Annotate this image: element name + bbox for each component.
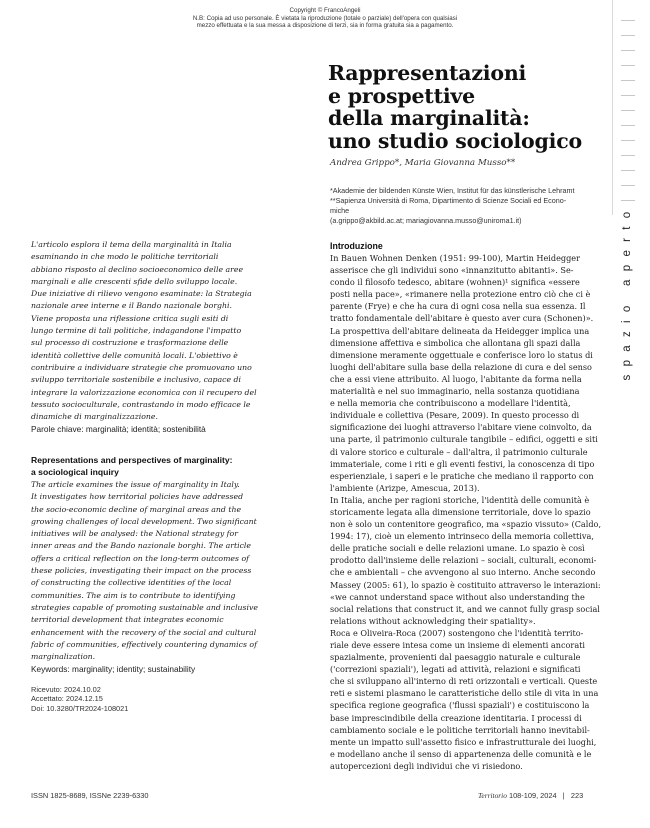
journal-info (478, 791, 583, 800)
abstract-line: The article examines the issue of marginality in Italy. (31, 480, 240, 489)
received-date: Ricevuto: 2024.10.02 (31, 685, 101, 694)
body-line: che e ambientali – che avvengono al suo interno. Anche secondo (330, 567, 596, 578)
english-title (31, 455, 303, 478)
accepted-date: Accettato: 2024.12.15 (31, 694, 103, 704)
body-line: social relations that construct it, and we cannot fully grasp social (330, 603, 600, 614)
abstract-line: of constructing the collective identities of the local (31, 578, 232, 588)
notice-line-1: N.B: Copia ad uso personale. È vietata la riproduzione (totale o parziale) dell'opera con qualsiasi (192, 14, 458, 22)
body-line: reti e sistemi plasmano le caratteristiche dello stile di vita in una (330, 688, 599, 699)
body-line: condo il filosofo tedesco, abitare (wohnen)¹ significa «essere (330, 277, 580, 288)
body-line: relations without acknowledging their spatiality». (330, 615, 536, 626)
body-line: immateriale, come i riti e gli eventi festivi, la conoscenza di tipo (330, 458, 595, 469)
body-line: In Bauen Wohnen Denken (1951: 99-100), Martin Heidegger (330, 253, 580, 263)
english-title-line: a sociological inquiry (31, 466, 119, 477)
abstract-line: these policies, investigating their impact on the process (31, 566, 252, 576)
body-line: tratto fondamentale dell'abitare è questo aver cura (Schonen)». (330, 313, 594, 324)
abstract-italian (31, 239, 303, 436)
body-line: parente (Frye) e che ha cura di ogni cosa nella sua essenza. Il (330, 301, 586, 312)
body-line: specifica regione geografica ('flussi spaziali') e costituiscono la (330, 700, 590, 711)
body-line: che a essi viene attribuito. Al luogo, l'abitante da forma nella (330, 373, 582, 384)
affiliation-line: (a.grippo@akbild.ac.at; mariagiovanna.musso@uniroma1.it) (330, 216, 522, 225)
notice-line-2: mezzo effettuata e la sua messa a disposizione di terzi, sia in forma gratuita sia a pagamento. (196, 22, 454, 30)
abstract-line: initiatives will be analysed: the National strategy for (31, 529, 238, 539)
section-divider (612, 0, 613, 215)
page-number: 223 (570, 791, 584, 800)
abstract-line: territorial development that integrates economic (31, 615, 224, 625)
affiliation-line: **Sapienza Università di Roma, Dipartimento di Scienze Sociali ed Econo- (330, 196, 567, 205)
title-line: Rappresentazioni (328, 61, 527, 85)
body-line: dimensione affettiva e simbolica che allontana gli spazi dalla (330, 337, 581, 348)
body-line: asserisce che gli individui sono «innanzitutto abitanti». Se- (330, 265, 574, 276)
body-line: luoghi dell'abitare sulla base della relazione di cura e del senso (330, 361, 592, 372)
submission-info (31, 685, 128, 713)
abstract-line: Due iniziative di rilievo vengono esaminate: la Strategia (31, 289, 252, 299)
title-line: della marginalità: (328, 106, 530, 130)
affiliation-line: *Akademie der bildenden Künste Wien, Institut für das künstlerische Lehramt (330, 186, 575, 195)
body-line: l'ambiente (Arizpe, Amescua, 2013). (330, 482, 480, 493)
body-line: prodotto dall'insieme delle relazioni – sociali, culturali, economi- (330, 555, 597, 566)
affiliations (330, 186, 598, 226)
article-title (328, 61, 582, 153)
body-line: storicamente legata alla dimensione territoriale, dove lo spazio (330, 506, 591, 517)
abstract-line: marginali e alle crescenti sfide dello sviluppo locale. (31, 276, 238, 286)
abstract-english (31, 479, 303, 676)
body-text (330, 252, 602, 772)
keywords-italian: Parole chiave: marginalità; identità; sostenibilità (31, 424, 206, 435)
body-line: significazione dei luoghi attraverso l'abitare viene coinvolto, da (330, 422, 592, 433)
body-line: e nella memoria che contribuiscono a modellare l'identità, (330, 398, 571, 409)
abstract-line: identità collettive delle comunità locali. L'obiettivo è (31, 350, 238, 360)
body-line: che si sviluppano all'interno di reti orizzontali e verticali. Queste (330, 676, 598, 687)
section-label-band (614, 0, 640, 381)
body-line: 1994: 17), cioè un elemento intrinseco della memoria collettiva, (330, 531, 594, 542)
body-line: dimensione meramente oggettuale e conferisce loro lo status di (330, 349, 593, 360)
abstract-line: abbiano risposto al declino socioeconomico delle aree (31, 264, 244, 274)
abstract-line: nazionale aree interne e il Bando nazionale borghi. (31, 301, 232, 311)
abstract-line: integrare la valorizzazione economica con il recupero del (31, 387, 257, 397)
body-line: autopercezioni degli individui che vi risiedono. (330, 760, 523, 771)
body-line: non è solo un contenitore geografico, ma «spazio vissuto» (Caldo, (330, 519, 602, 530)
body-line: esperienziale, i saperi e le pratiche che mediano il rapporto con (330, 470, 594, 481)
body-line: cambiamento sociale e le politiche territoriali hanno inevitabil- (330, 724, 590, 735)
keywords-english: Keywords: marginality; identity; sustainability (31, 664, 196, 675)
section-label: spazio aperto (621, 203, 633, 381)
abstract-line: fabric of communities, effectively countering dynamics of (31, 639, 257, 649)
abstract-line: enhancement with the recovery of the social and cultural (31, 627, 257, 637)
abstract-line: sviluppo territoriale sostenibile e inclusivo, capace di (31, 375, 241, 385)
body-line: delle pratiche sociali e delle relazioni umane. Lo spazio è così (330, 543, 585, 554)
abstract-line: esaminando in che modo le politiche territoriali (31, 252, 219, 262)
footer-separator: | (562, 791, 565, 800)
body-line: una parte, il patrimonio culturale tangibile – edifici, oggetti e siti (330, 434, 598, 445)
body-line: Massey (2005: 61), lo spazio è costituito attraverso le interazioni: (330, 579, 601, 590)
abstract-line: dinamiche di marginalizzazione. (31, 412, 158, 422)
abstract-line: strategies capable of promoting sustainable and inclusive (31, 602, 258, 612)
abstract-line: contribuire a individuare strategie che promuovano uno (31, 362, 252, 372)
doi: Doi: 10.3280/TR2024-108021 (31, 703, 129, 713)
authors: Andrea Grippo*, Maria Giovanna Musso** (330, 158, 516, 168)
abstract-line: L'articolo esplora il tema della marginalità in Italia (31, 240, 232, 249)
abstract-line: communities. The aim is to contribute to identifying (31, 590, 236, 600)
abstract-line: sul processo di costruzione e trasformazione delle (31, 338, 229, 348)
affiliation-line: miche (330, 206, 350, 215)
body-line: La prospettiva dell'abitare delineata da Heidegger implica una (330, 325, 590, 336)
journal-name: Territorio (478, 791, 507, 800)
abstract-line: Viene proposta una riflessione critica sugli esiti di (31, 313, 229, 323)
body-line: Roca e Oliveira-Roca (2007) sostengono che l'identità territo- (330, 627, 584, 638)
body-line: mente un impatto sull'assetto fisico e infrastrutturale dei luoghi, (330, 736, 597, 747)
body-line: riale deve essere intesa come un insieme di elementi ancorati (330, 640, 586, 650)
body-line: posti nella pace», «rimanere nella protezione entro ciò che ci è (330, 289, 591, 300)
title-line: uno studio sociologico (328, 128, 582, 153)
copyright-notice (0, 7, 650, 30)
abstract-line: growing challenges of local development. Two significant (31, 516, 257, 526)
section-heading: Introduzione (330, 241, 383, 251)
abstract-line: It investigates how territorial policies have addressed (31, 492, 244, 502)
abstract-line: offers a critical reflection on the long-term outcomes of (31, 553, 249, 563)
abstract-line: inner areas and the Bando nazionale borghi. The article (31, 541, 251, 551)
body-line: di valore storico e culturale – dall'altra, il patrimonio culturale (330, 446, 588, 457)
abstract-line: marginalization. (31, 652, 96, 662)
body-line: materialità e nel suo immaginario, nella sostanza quotidiana (330, 386, 580, 397)
title-line: e prospettive (328, 83, 475, 108)
abstract-line: lungo termine di tali politiche, indagandone l'impatto (31, 326, 242, 336)
body-line: In Italia, anche per ragioni storiche, l'identità delle comunità è (330, 494, 590, 505)
body-line: ('correzioni spaziali'), legati ad attività, relazioni e significati (330, 664, 581, 675)
body-line: «we cannot understand space without also understanding the (330, 591, 585, 602)
issue-number: 108-109, 2024 (508, 791, 557, 800)
issn: ISSN 1825-8689, ISSNe 2239-6330 (31, 791, 149, 800)
copyright-line: Copyright © FrancoAngeli (289, 7, 361, 14)
abstract-line: the socio-economic decline of marginal areas and the (31, 504, 242, 514)
body-line: base imprescindibile della creazione identitaria. I processi di (330, 712, 582, 723)
body-line: individuale e collettiva (Pesare, 2009). In questo processo di (330, 410, 580, 421)
english-title-line: Representations and perspectives of marginality: (31, 455, 233, 465)
body-line: spazialmente, provenienti dal paesaggio naturale e culturale (330, 652, 581, 663)
body-line: e modellano anche il senso di appartenenza delle comunità e le (330, 748, 592, 759)
abstract-line: tessuto socioculturale, contrastando in modo efficace le (31, 399, 251, 409)
